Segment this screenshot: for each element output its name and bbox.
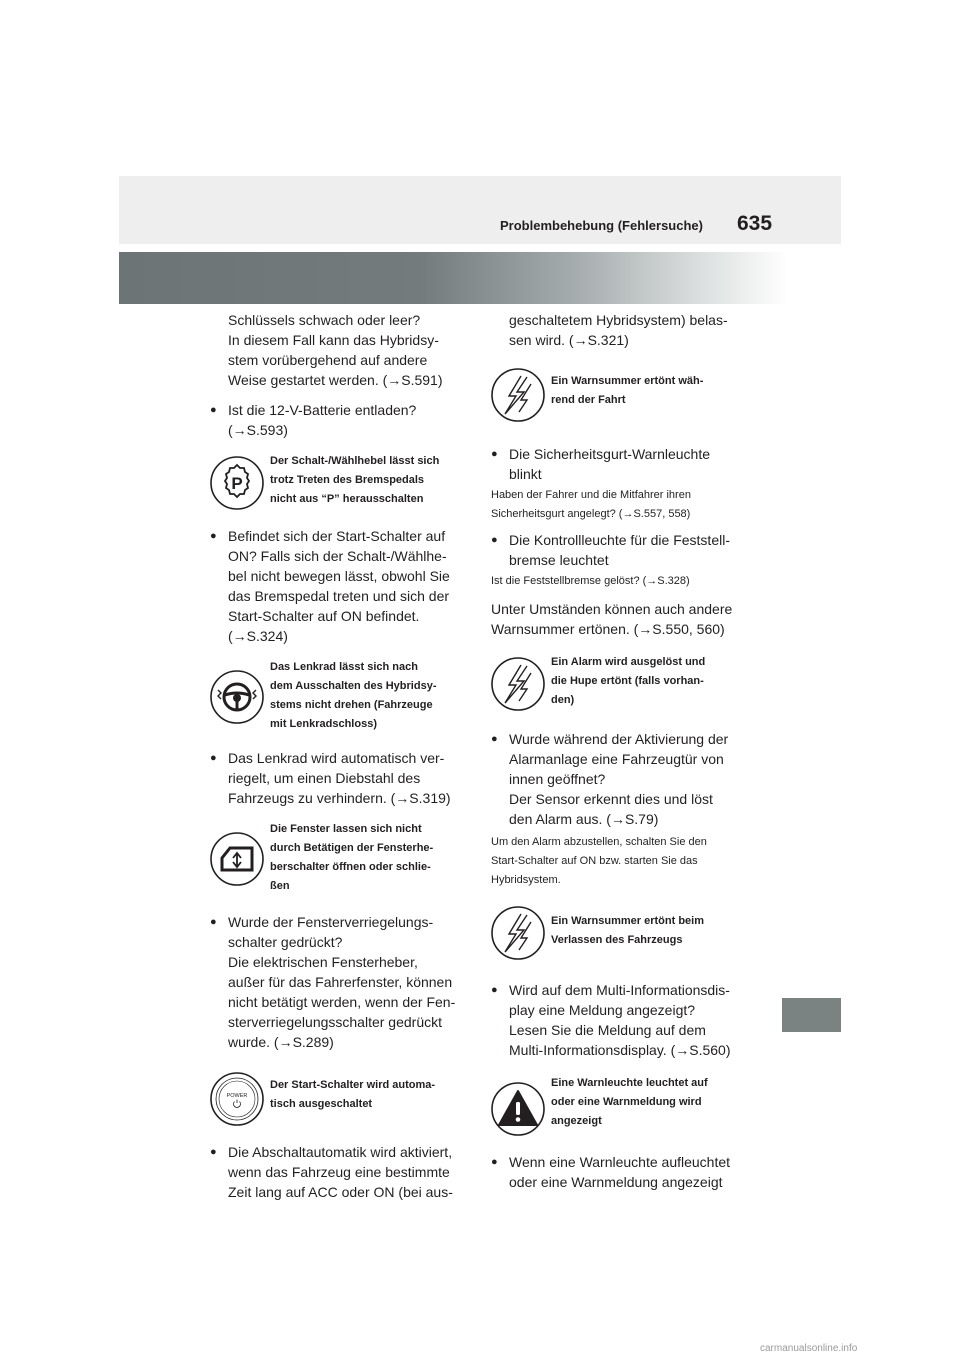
chapter-gradient-bar [119,252,789,304]
svg-text:POWER: POWER [226,1093,248,1099]
footer-watermark: carmanualsonline.info [760,1343,858,1354]
bullet-auto-shutoff: ● Die Abschaltautomatik wird aktiviert, wenn das Fahrzeug eine bestimmte Zeit lang auf ACC oder ON (bei aus- [210,1142,470,1202]
header-band [119,176,841,244]
chapter-side-tab [782,998,841,1032]
svg-text:P: P [231,474,243,493]
warning-triangle-icon [491,1082,545,1136]
parking-brake-note: Ist die Feststellbremse gelöst? (→S.328) [491,575,690,587]
buzzer-icon [491,657,545,711]
box-steering-lock: Das Lenkrad lässt sich nach dem Ausschalten des Hybridsy- stems nicht drehen (Fahrzeuge mit Lenkradschloss) [210,658,470,736]
bullet-alarm: ● Wurde während der Aktivierung der Alarmanlage eine Fahrzeugtür von innen geöffnet? Der Sensor erkennt dies und löst den Alarm aus. (→S.79) [491,729,751,829]
window-icon [210,832,264,886]
box-shift-lever: P Der Schalt-/Wählhebel lässt sich trotz Treten des Bremspedals nicht aus “P” herausschalten [210,452,470,514]
bullet-window-lock: ● Wurde der Fensterverriegelungs- schalter gedrückt? Die elektrischen Fensterheber, außer für das Fahrerfenster, können nicht betätigt werden, wenn der Fen- sterverriegelungsschalter gedrückt wurde. (→S.289) [210,912,470,1052]
seatbelt-note: Haben der Fahrer und die Mitfahrer ihren Sicherheitsgurt angelegt? (→S.557, 558) [491,489,691,520]
alarm-note: Um den Alarm abzustellen, schalten Sie den Start-Schalter auf ON bzw. starten Sie das Hybridsystem. [491,836,707,886]
section-title: Problembehebung (Fehlersuche) [500,218,703,233]
bullet-seatbelt: ● Die Sicherheitsgurt-Warnleuchte blinkt [491,444,751,484]
power-button-icon [210,1072,264,1126]
buzzer-icon [491,906,545,960]
continued-paragraph: Schlüssels schwach oder leer? In diesem Fall kann das Hybridsy- stem vorübergehend auf andere Weise gestartet werden. (→S.591) [228,312,443,388]
box-buzzer-exit: Ein Warnsummer ertönt beim Verlassen des Fahrzeugs [491,906,751,968]
shift-p-gear-icon [210,456,264,510]
box-window: Die Fenster lassen sich nicht durch Betätigen der Fensterhe- berschalter öffnen oder schlie- ßen [210,820,470,900]
box-warning-light: Eine Warnleuchte leuchtet auf oder eine Warnmeldung wird angezeigt [491,1074,751,1142]
bullet-start-switch: ● Befindet sich der Start-Schalter auf ON? Falls sich der Schalt-/Wählhe- bel nicht bewegen lässt, obwohl Sie das Bremspedal treten und sich der Start-Schalter auf ON befindet. (→S.324) [210,526,470,646]
bullet-parking-brake: ● Die Kontrollleuchte für die Feststell- bremse leuchtet [491,530,751,570]
left-column [210,310,470,1202]
buzzer-icon [491,368,545,422]
box-power: POWER Der Start-Schalter wird automa- tisch ausgeschaltet [210,1070,470,1132]
continued-paragraph-right: geschaltetem Hybridsystem) belas- sen wird. (→S.321) [509,312,728,348]
box-buzzer-drive: Ein Warnsummer ertönt wäh- rend der Fahrt [491,368,751,430]
bullet-battery: ● Ist die 12-V-Batterie entladen? (→S.593) [210,400,470,440]
bullet-warning-light: ● Wenn eine Warnleuchte aufleuchtet oder eine Warnmeldung angezeigt [491,1152,751,1192]
box-alarm: Ein Alarm wird ausgelöst und die Hupe ertönt (falls vorhan- den) [491,653,751,719]
right-column [491,310,751,1192]
other-buzzers-paragraph: Unter Umständen können auch andere Warnsummer ertönen. (→S.550, 560) [491,601,733,637]
page-number: 635 [737,212,773,235]
bullet-mid-message: ● Wird auf dem Multi-Informationsdis- play eine Meldung angezeigt? Lesen Sie die Meldung auf dem Multi-Informationsdisplay. (→S.560) [491,980,751,1060]
steering-wheel-icon [210,670,264,724]
bullet-steering-lock: ● Das Lenkrad wird automatisch ver- riegelt, um einen Diebstahl des Fahrzeugs zu verhindern. (→S.319) [210,748,470,808]
